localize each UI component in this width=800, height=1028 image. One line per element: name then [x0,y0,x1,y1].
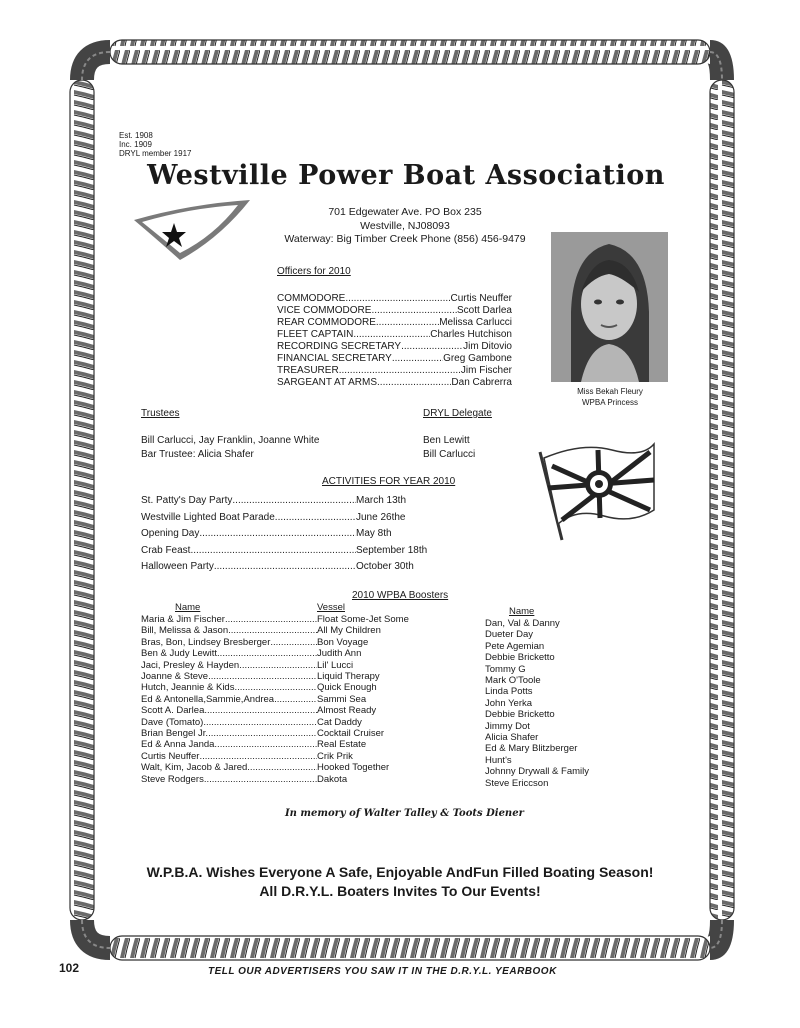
officer-row [277,377,512,389]
pennant-flag-icon [130,198,252,262]
officer-name: Dan Cabrerra [451,377,512,388]
officer-name: Scott Darlea [456,305,512,316]
booster-vessel: Liquid Therapy [317,671,380,683]
booster-row [141,694,421,705]
activity-date: May 8th [356,528,392,539]
booster-right-name: Debbie Bricketto [485,709,555,721]
officer-name: Jim Fischer [460,365,512,376]
footer-text: TELL OUR ADVERTISERS YOU SAW IT IN THE D.R.Y.L. YEARBOOK [208,966,557,977]
booster-vessel: Real Estate [317,739,367,751]
booster-name: Ed & Antonella,Sammie,Andrea [141,693,275,705]
activity-row [141,526,436,543]
booster-name: Bras, Bon, Lindsey Bresberger [141,636,271,648]
officer-name: Jim Ditovio [463,341,512,352]
booster-right-name: John Yerka [485,697,533,709]
inc-line: Inc. 1909 [119,140,152,149]
officer-row [277,329,512,341]
booster-name: Ben & Judy Lewitt [141,648,218,660]
booster-row [141,774,421,785]
booster-name: Maria & Jim Fischer [141,614,225,625]
booster-row [141,717,421,728]
page-title: Westville Power Boat Association [147,160,665,191]
activity-date: June 26the [356,511,406,523]
address-line-3: Waterway: Big Timber Creek Phone (856) 456-9479 [284,233,526,245]
officer-role: FINANCIAL SECRETARY [277,353,392,364]
activity-event: Opening Day [141,528,200,539]
officer-role: RECORDING SECRETARY [277,341,402,352]
booster-right-name: Pete Agemian [485,640,545,652]
officer-role: SARGEANT AT ARMS [277,377,378,388]
princess-photo [551,232,668,382]
booster-name: Bill, Melissa & Jason [141,625,229,637]
officer-name: Charles Hutchison [430,329,512,340]
address-line-2: Westville, NJ08093 [360,219,450,232]
trustees-line-2: Bar Trustee: Alicia Shafer [141,449,254,460]
boosters-right-list [485,618,589,789]
memory-line: In memory of Walter Talley & Toots Diener [285,808,524,819]
booster-name: Brian Bengel Jr. [141,728,209,740]
activity-row [141,559,436,576]
activity-row [141,510,436,527]
boosters-list [141,614,421,785]
booster-name: Ed & Anna Janda [141,739,215,751]
booster-vessel: Crik Prik [317,750,353,762]
officer-role: FLEET CAPTAIN [277,329,354,340]
est-line: Est. 1908 [119,131,153,140]
est-info [119,131,191,158]
booster-row [141,762,421,773]
booster-right-name: Alicia Shafer [485,732,539,744]
booster-vessel: Lil' Lucci [317,659,354,671]
boosters-heading: 2010 WPBA Boosters [352,590,449,601]
booster-name: Curtis Neuffer [141,750,200,762]
activities-heading: ACTIVITIES FOR YEAR 2010 [322,476,456,487]
club-flag-icon [532,440,660,544]
officer-row [277,305,512,317]
activity-date: October 30th [356,561,414,572]
booster-row [141,705,421,716]
booster-row [141,625,421,636]
booster-right-name: Tommy G [485,663,526,675]
booster-name: Dave (Tomato) [141,716,204,728]
activity-date: September 18th [356,544,428,556]
booster-vessel: Hooked Together [317,762,390,774]
activity-row [141,493,436,510]
activity-event: Westville Lighted Boat Parade [141,511,275,523]
booster-right-name: Ed & Mary Blitzberger [485,743,578,755]
booster-row [141,751,421,762]
booster-name: Walt, Kim, Jacob & Jared [141,762,248,774]
officers-heading: Officers for 2010 [277,266,351,277]
booster-vessel: Quick Enough [317,682,377,694]
princess-caption [545,386,675,408]
booster-row [141,614,421,625]
booster-right-name: Linda Potts [485,686,533,698]
booster-right-name: Jimmy Dot [485,720,530,732]
booster-right-name: Debbie Bricketto [485,652,555,664]
booster-vessel: Dakota [317,773,348,785]
delegate-heading: DRYL Delegate [423,408,492,419]
officer-row [277,317,512,329]
activity-event: St. Patty's Day Party [141,495,233,506]
booster-row [141,739,421,750]
address-line-1: 701 Edgewater Ave. PO Box 235 [328,206,482,218]
booster-vessel: Cocktail Cruiser [317,728,385,740]
activity-row [141,543,436,560]
booster-name: Steve Rodgers [141,773,204,785]
wish-line-2: All D.R.Y.L. Boaters Invites To Our Events! [259,883,541,899]
officer-row [277,341,512,353]
boosters-vessel-header: Vessel [317,602,345,613]
officer-row [277,293,512,305]
officer-role: COMMODORE [277,293,346,304]
booster-name: Scott A. Darlea [141,705,205,717]
booster-vessel: Float Some-Jet Some [317,614,409,625]
officer-role: TREASURER [277,365,339,376]
booster-right-name: Dueter Day [485,629,534,641]
princess-name: Miss Bekah Fleury [577,387,643,396]
booster-right-name: Johnny Drywall & Family [485,766,589,778]
activity-event: Halloween Party [141,561,214,572]
delegate-line-1: Ben Lewitt [423,435,470,446]
booster-row [141,660,421,671]
page-number: 102 [59,961,80,975]
booster-name: Hutch, Jeannie & Kids [141,682,235,694]
booster-right-name: Hunt's [485,754,512,766]
booster-vessel: Cat Daddy [317,716,362,728]
officer-role: REAR COMMODORE [277,317,376,328]
booster-right-name: Mark O'Toole [485,675,541,687]
booster-vessel: Bon Voyage [317,636,369,648]
booster-name: Joanne & Steve [141,671,209,683]
delegate-line-2: Bill Carlucci [423,449,476,460]
wish-line-1: W.P.B.A. Wishes Everyone A Safe, Enjoyable AndFun Filled Boating Season! [146,864,654,880]
booster-right-name: Steve Ericcson [485,777,549,789]
trustees-heading: Trustees [141,408,180,419]
booster-right-name: Dan, Val & Danny [485,618,560,629]
booster-name: Jaci, Presley & Hayden [141,659,240,671]
officer-name: Curtis Neuffer [450,293,512,304]
officer-row [277,365,512,377]
address-block [270,206,540,247]
activities-list [141,493,436,576]
princess-title: WPBA Princess [581,398,638,407]
trustees-line-1: Bill Carlucci, Jay Franklin, Joanne White [141,435,320,446]
boosters-name-header: Name [175,602,201,613]
booster-row [141,671,421,682]
officer-role: VICE COMMODORE [277,305,372,316]
activity-date: March 13th [356,495,407,506]
officer-name: Melissa Carlucci [439,317,512,328]
booster-row [141,637,421,648]
booster-row [141,728,421,739]
officer-name: Greg Gambone [443,353,512,364]
booster-vessel: Sammi Sea [317,693,367,705]
booster-vessel: Almost Ready [317,705,377,717]
dryl-member-line: DRYL member 1917 [119,149,192,158]
booster-row [141,682,421,693]
booster-vessel: Judith Ann [317,648,362,660]
booster-row [141,648,421,659]
officers-list [277,293,512,389]
officer-row [277,353,512,365]
boosters-name-header-right: Name [509,606,535,617]
booster-vessel: All My Children [317,625,381,637]
portrait-image [551,232,668,382]
activity-event: Crab Feast [141,544,191,556]
